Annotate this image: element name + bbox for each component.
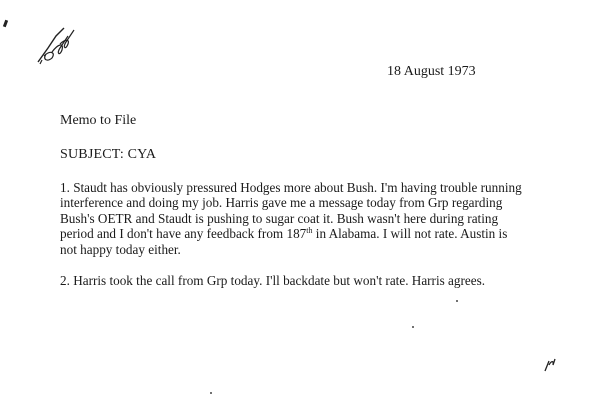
speck bbox=[210, 392, 212, 394]
paragraph-1-line: Bush's OETR and Staudt is pushing to sugar coat it. Bush wasn't here during rating bbox=[60, 210, 499, 226]
paragraph-2 bbox=[60, 273, 580, 288]
paragraph-1-line: not happy today either. bbox=[60, 241, 181, 257]
handwritten-initials-icon bbox=[34, 22, 80, 66]
paragraph-1 bbox=[60, 180, 580, 257]
memo-recipient: Memo to File bbox=[60, 113, 137, 128]
ordinal-suffix: th bbox=[306, 226, 313, 236]
paragraph-1-line bbox=[60, 226, 580, 241]
pen-mark bbox=[3, 20, 8, 28]
handwritten-mark-icon bbox=[542, 355, 562, 373]
speck bbox=[456, 300, 458, 302]
memo-date: 18 August 1973 bbox=[387, 64, 476, 79]
memo-subject: SUBJECT: CYA bbox=[60, 147, 157, 162]
line-text: in Alabama. I will not rate. Austin is bbox=[312, 226, 508, 242]
paragraph-2-line: 2. Harris took the call from Grp today. I'll backdate but won't rate. Harris agrees. bbox=[60, 273, 486, 288]
paragraph-1-line: 1. Staudt has obviously pressured Hodges more about Bush. I'm having trouble running bbox=[60, 180, 522, 195]
paragraph-1-line: interference and doing my job. Harris gave me a message today from Grp regarding bbox=[60, 195, 503, 211]
line-text: period and I don't have any feedback from 187 bbox=[60, 226, 307, 242]
speck bbox=[412, 326, 414, 328]
